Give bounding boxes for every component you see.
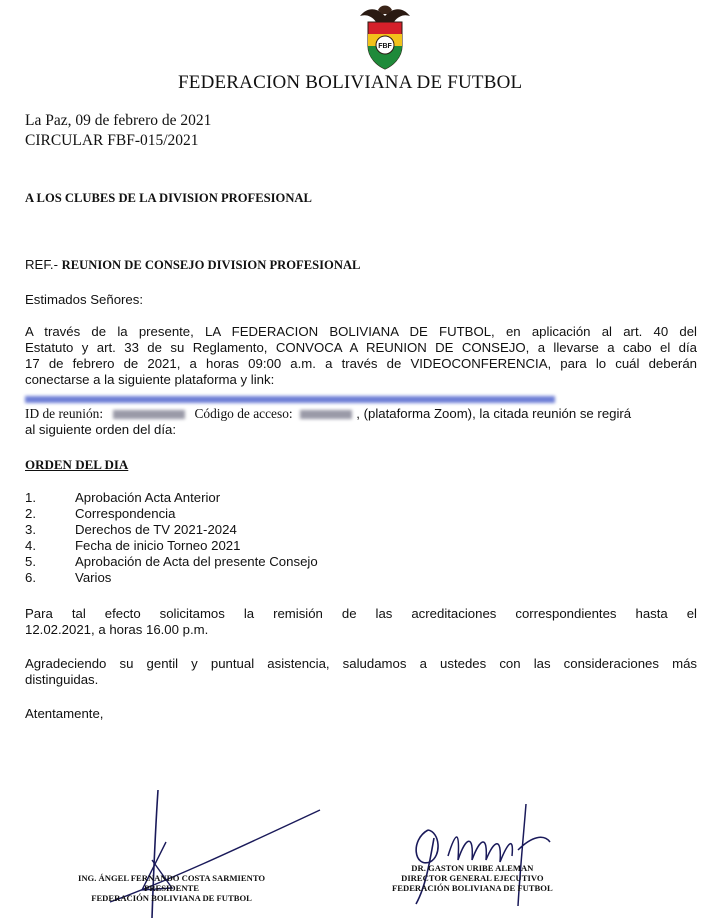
agenda-item-number: 2. <box>25 506 36 521</box>
agenda-item-number: 3. <box>25 522 36 537</box>
agenda-item-number: 4. <box>25 538 36 553</box>
agenda-item-text: Derechos de TV 2021-2024 <box>75 522 237 537</box>
closing-line-2: distinguidas. <box>25 672 99 687</box>
logo-text: FBF <box>378 43 392 50</box>
signatory-name: ING. ÁNGEL FERNANDO COSTA SARMIENTO <box>78 873 266 883</box>
agenda-item-text: Varios <box>75 570 112 585</box>
agenda-item-number: 5. <box>25 554 36 569</box>
meeting-id-line <box>25 406 631 422</box>
redacted-link <box>25 394 555 404</box>
addressee: A LOS CLUBES DE LA DIVISION PROFESIONAL <box>25 191 312 205</box>
reference-text: REUNION DE CONSEJO DIVISION PROFESIONAL <box>61 258 361 272</box>
closing-line-1: Agradeciendo su gentil y puntual asistencia, saludamos a ustedes con las consideraciones más <box>25 656 697 671</box>
redacted-meeting-id <box>113 410 185 419</box>
signatory-organization: FEDERACIÓN BOLIVIANA DE FUTBOL <box>392 883 553 893</box>
body-line-2: Estatuto y art. 33 de su Reglamento, CONVOCA A REUNION DE CONSEJO, a llevarse a cabo el día <box>25 340 697 355</box>
signature-block-director <box>392 863 553 893</box>
meeting-id-label: ID de reunión: <box>25 406 104 421</box>
date-line: La Paz, 09 de febrero de 2021 <box>25 112 212 129</box>
federation-title: FEDERACION BOLIVIANA DE FUTBOL <box>178 72 523 93</box>
fbf-crest-icon <box>358 2 412 70</box>
signatory-role: DIRECTOR GENERAL EJECUTIVO <box>401 873 544 883</box>
agenda-item-number: 1. <box>25 490 36 505</box>
circular-number: CIRCULAR FBF-015/2021 <box>25 132 199 149</box>
accreditation-paragraph <box>25 606 697 638</box>
body-paragraph <box>25 324 697 388</box>
redacted-access-code <box>300 410 352 419</box>
reference-line <box>25 257 360 273</box>
after-code-text: , (plataforma Zoom), la citada reunión se regirá <box>356 406 632 421</box>
agenda-item-text: Correspondencia <box>75 506 176 521</box>
agenda-item-text: Aprobación Acta Anterior <box>75 490 221 505</box>
body-line-3: 17 de febrero de 2021, a horas 09:00 a.m. a través de VIDEOCONFERENCIA, para lo cuál deberán <box>25 356 697 371</box>
closing-paragraph <box>25 656 697 688</box>
agenda-item-text: Fecha de inicio Torneo 2021 <box>75 538 241 553</box>
reference-prefix: REF.- <box>25 257 58 272</box>
agenda-heading: ORDEN DEL DIA <box>25 457 129 472</box>
access-code-label: Código de acceso: <box>194 406 293 421</box>
signatory-organization: FEDERACIÓN BOLIVIANA DE FUTBOL <box>91 893 252 903</box>
accreditation-line-2: 12.02.2021, a horas 16.00 p.m. <box>25 622 209 637</box>
greeting: Estimados Señores: <box>25 292 144 307</box>
signature-block-president <box>78 873 265 903</box>
agenda-item-number: 6. <box>25 570 36 585</box>
sign-off: Atentamente, <box>25 706 104 721</box>
body-line-4: conectarse a la siguiente plataforma y link: <box>25 372 275 387</box>
signatory-name: DR. GASTON URIBE ALEMAN <box>411 863 534 873</box>
signatory-role: PRESIDENTE <box>144 883 200 893</box>
body-line-1: A través de la presente, LA FEDERACION BOLIVIANA DE FUTBOL, en aplicación al art. 40 del <box>25 324 697 339</box>
body-final-line: al siguiente orden del día: <box>25 422 177 437</box>
agenda-item-text: Aprobación de Acta del presente Consejo <box>75 554 318 569</box>
accreditation-line-1: Para tal efecto solicitamos la remisión de las acreditaciones correspondientes hasta el <box>25 606 697 621</box>
